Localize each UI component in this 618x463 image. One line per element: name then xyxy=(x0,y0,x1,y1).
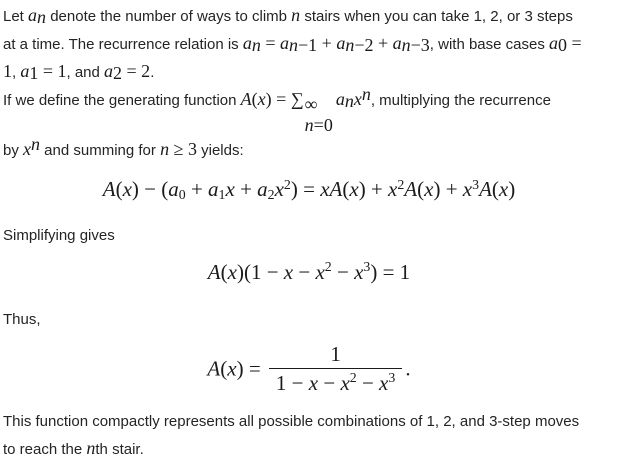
equation-recurrence-transformed: $A(x) - (a_0 + a_1x + a_2x^2) = xA(x) + x^2A(x) + x^3A(x)$ xyxy=(102,176,516,203)
text-line: If we define the generating function A(x) = ∑ ∞ n=0 $a_nx^n$, multiplying the recurrence xyxy=(3,83,551,136)
text-thus: Thus, xyxy=(3,310,41,328)
text-simplifying-gives: Simplifying gives xyxy=(3,226,115,244)
text-line: Let $a_n$ denote the number of ways to climb n stairs when you can take 1, 2, or 3 steps xyxy=(3,5,573,28)
text-line: to reach the nth stair. xyxy=(3,438,144,459)
text-line: at a time. The recurrence relation is $a_n = a_{n-1} + a_{n-2} + a_{n-3}$, with base cases $a_0$ = xyxy=(3,33,582,56)
equation-simplified: $A(x)(1 - x - x^2 - x^3) = 1$ xyxy=(207,258,411,284)
paragraph-simplifying xyxy=(3,222,615,249)
paragraph-intro xyxy=(3,2,615,86)
text-line: by $x^n$ and summing for n ≥ 3 yields: xyxy=(3,133,244,160)
equation-closed-form: A(x) = $\frac{1}{1 - x - x^2 - x^3}$ . xyxy=(3,341,615,399)
text-line: 1, $a_1 = 1$, and $a_2 = 2$. xyxy=(3,61,155,84)
paragraph-conclusion xyxy=(3,408,615,463)
paragraph-generating-function xyxy=(3,83,615,164)
paragraph-thus xyxy=(3,306,615,333)
text-line: This function compactly represents all possible combinations of 1, 2, and 3-step moves xyxy=(3,413,580,431)
